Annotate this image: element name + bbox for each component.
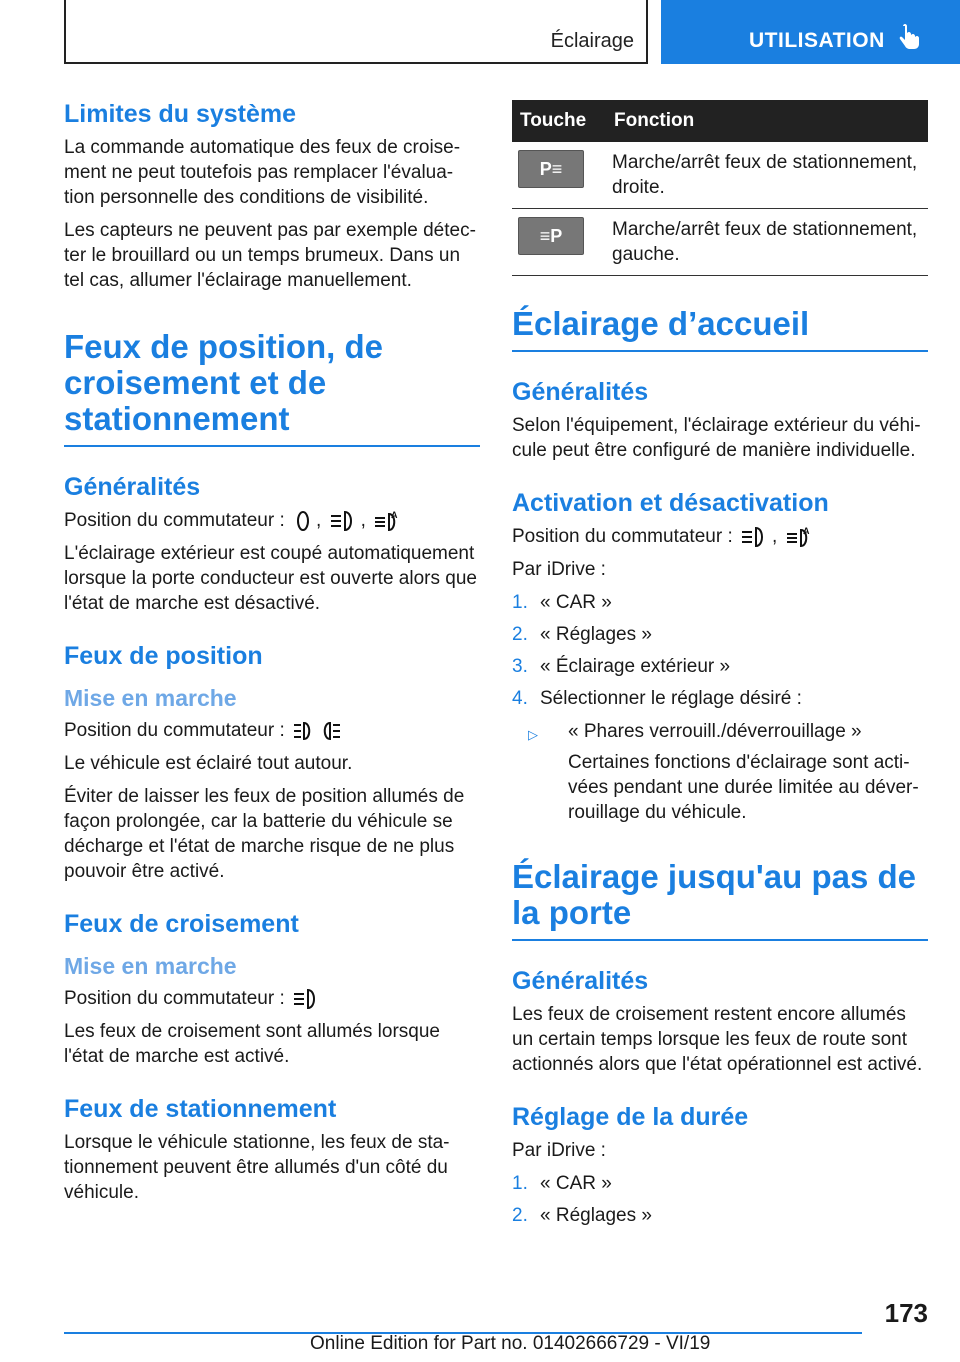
parking-lights-heading: Feux de stationnement [64,1095,337,1123]
svg-text:A: A [802,525,810,536]
welcome-general-paragraph: Selon l'équipement, l'éclairage extérieur du véhi-cule peut être configuré de manière individuelle. [512,415,921,461]
list-item: 4. Sélectionner le réglage désiré : [512,688,802,709]
activation-heading: Activation et désactivation [512,489,829,517]
table-header-function: Fonction [614,110,695,131]
parking-right-key: P≡ [518,150,584,188]
list-item: 1. « CAR » [512,592,612,613]
list-item: 2. « Réglages » [512,624,652,645]
table-row [512,142,928,209]
low-beam-heading: Feux de croisement [64,910,299,938]
low-beam-paragraph: Les feux de croisement sont allumés lorsque l'état de marche est activé. [64,1021,440,1067]
duration-heading: Réglage de la durée [512,1103,749,1131]
svg-text:A: A [391,509,398,520]
header-section-box [64,0,648,64]
position-paragraph-2: Éviter de laisser les feux de position allumés de façon prolongée, car la batterie du véhicule se décharge et l'état de marche risque de ne plus pouvoir être activé. [64,786,465,882]
table-header-key: Touche [520,110,587,131]
key-function-table [512,100,928,276]
right-column [512,100,928,1236]
triangle-bullet-icon: ▷ [528,727,538,742]
door-light-heading: Éclairage jusqu'au pas de la porte [512,859,928,941]
general-switch-line: Position du commutateur : , , A [64,508,480,533]
list-item: 3. « Éclairage extérieur » [512,656,731,677]
welcome-general-heading: Généralités [512,378,649,406]
hand-pointer-icon [897,24,921,54]
position-switch-on-heading: Mise en marche [64,685,237,711]
header-section-title: Éclairage [550,30,634,52]
position-lights-heading: Feux de position [64,642,263,670]
limits-heading: Limites du système [64,100,297,128]
page-number: 173 [884,1298,928,1328]
door-general-paragraph: Les feux de croisement restent encore allumés un certain temps lorsque les feux de route sont actionnés alors que l'état opérationnel est activé. [512,1004,923,1075]
sub-list-item: ▷ « Phares verrouill./déverrouillage » [512,719,928,744]
door-general-heading: Généralités [512,967,649,995]
duration-steps [512,1171,928,1228]
position-lights-main-heading: Feux de position, de croisement et de stationnement [64,329,480,447]
low-beam-icon [740,525,770,549]
general-paragraph: L'éclairage extérieur est coupé automatiquement lorsque la porte conducteur est ouverte alors que l'état de marche est désactivé. [64,543,477,614]
idrive-label: Par iDrive : [512,559,606,580]
position-switch-line: Position du commutateur : [64,718,480,743]
position-paragraph-1: Le véhicule est éclairé tout autour. [64,753,353,774]
activation-steps [512,590,928,711]
table-cell-function: Marche/arrêt feux de stationnement, gauche. [606,209,928,276]
list-item: 2. « Réglages » [512,1205,652,1226]
off-position-icon [292,509,314,533]
table-row [512,209,928,276]
table-cell-function: Marche/arrêt feux de stationnement, droite. [606,142,928,209]
parking-left-key: ≡P [518,217,584,255]
activation-switch-line: Position du commutateur : , A [512,524,928,549]
list-item: 1. « CAR » [512,1173,612,1194]
parking-paragraph: Lorsque le véhicule stationne, les feux de sta-tionnement peuvent être allumés d'un côté du véhicule. [64,1132,450,1203]
low-beam-icon [292,987,322,1011]
position-light-icon [292,719,342,743]
left-column [64,100,480,1213]
general-heading: Généralités [64,473,201,501]
auto-light-icon [373,509,403,533]
header-chapter-title: UTILISATION [749,29,885,52]
low-beam-on-heading: Mise en marche [64,953,237,979]
low-beam-icon [329,509,359,533]
welcome-light-heading: Éclairage d’accueil [512,306,928,352]
limits-paragraph-1: La commande automatique des feux de croise-ment ne peut toutefois pas remplacer l'évalua-tion personnelle des conditions de visibilité. [64,137,461,208]
auto-light-icon [785,525,815,549]
low-beam-switch-line: Position du commutateur : [64,986,480,1011]
limits-paragraph-2: Les capteurs ne peuvent pas par exemple détec-ter le brouillard ou un temps brumeux. Dans un tel cas, allumer l'éclairage manuellement. [64,220,476,291]
header-chapter-box [661,0,960,64]
duration-idrive-label: Par iDrive : [512,1140,606,1161]
footer-edition: Online Edition for Part no. 01402666729 - VI/19 [310,1333,711,1354]
sub-list-note: Certaines fonctions d'éclairage sont acti-vées pendant une durée limitée au déver-rouillage du véhicule. [568,752,919,823]
